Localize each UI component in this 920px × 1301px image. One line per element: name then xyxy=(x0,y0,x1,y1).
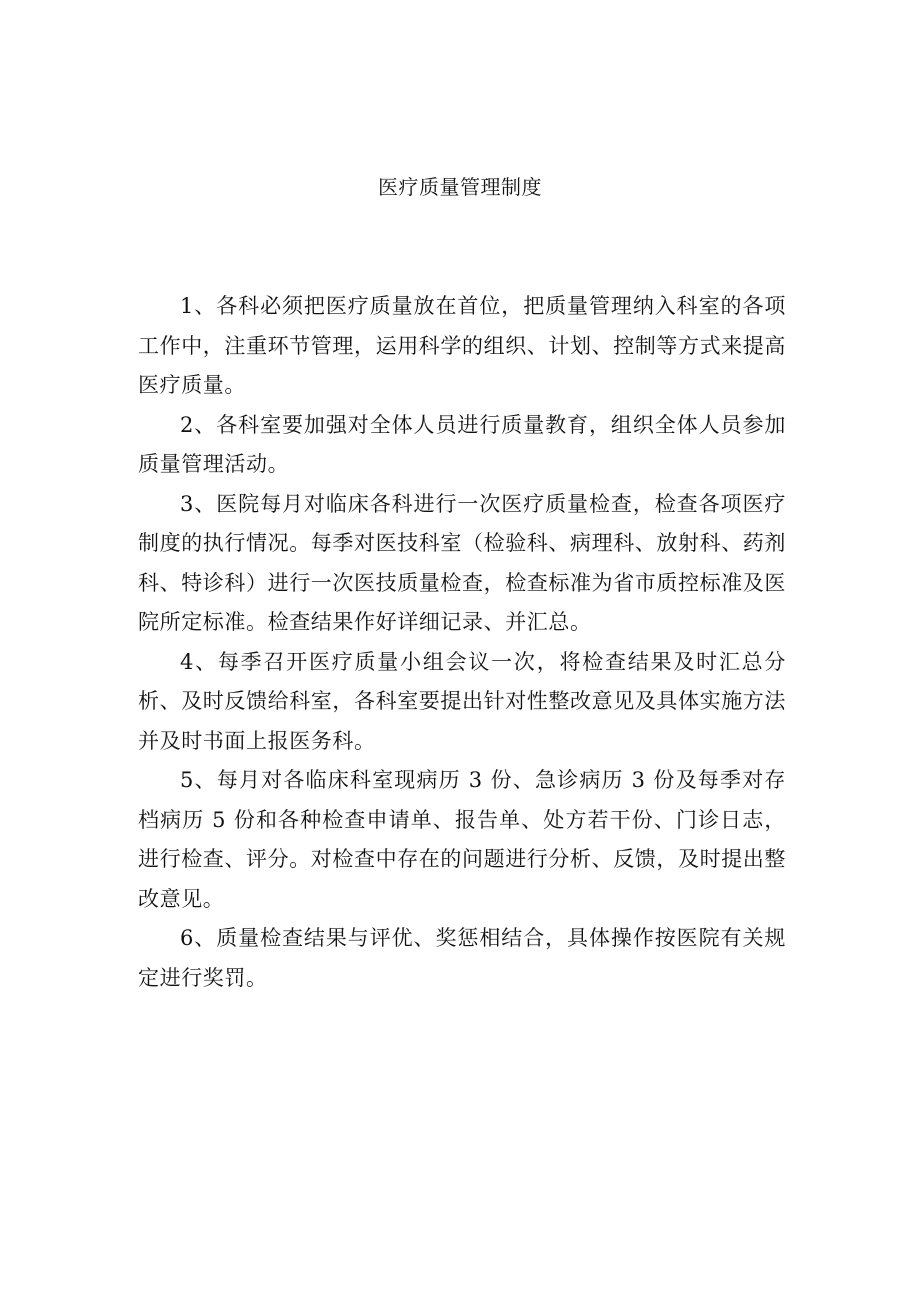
paragraph-4: 4、每季召开医疗质量小组会议一次，将检查结果及时汇总分析、及时反馈给科室，各科室要提出针对性整改意见及具体实施方法并及时书面上报医务科。 xyxy=(138,649,786,753)
document-body xyxy=(138,287,786,998)
page-title: 医疗质量管理制度 xyxy=(378,175,542,199)
paragraph-6: 6、质量检查结果与评优、奖惩相结合，具体操作按医院有关规定进行奖罚。 xyxy=(138,926,786,990)
paragraph-1: 1、各科必须把医疗质量放在首位，把质量管理纳入科室的各项工作中，注重环节管理，运用科学的组织、计划、控制等方式来提高医疗质量。 xyxy=(138,294,786,397)
paragraph-3: 3、医院每月对临床各科进行一次医疗质量检查，检查各项医疗制度的执行情况。每季对医技科室（检验科、病理科、放射科、药剂科、特诊科）进行一次医技质量检查，检查标准为省市质控标准及医院所定标准。检查结果作好详细记录、并汇总。 xyxy=(138,491,786,634)
paragraph-2: 2、各科室要加强对全体人员进行质量教育，组织全体人员参加质量管理活动。 xyxy=(138,412,786,476)
paragraph-5: 5、每月对各临床科室现病历 3 份、急诊病历 3 份及每季对存档病历 5 份和各种检查申请单、报告单、处方若干份、门诊日志，进行检查、评分。对检查中存在的问题进行分析、反馈，及时提出整改意见。 xyxy=(138,768,786,911)
